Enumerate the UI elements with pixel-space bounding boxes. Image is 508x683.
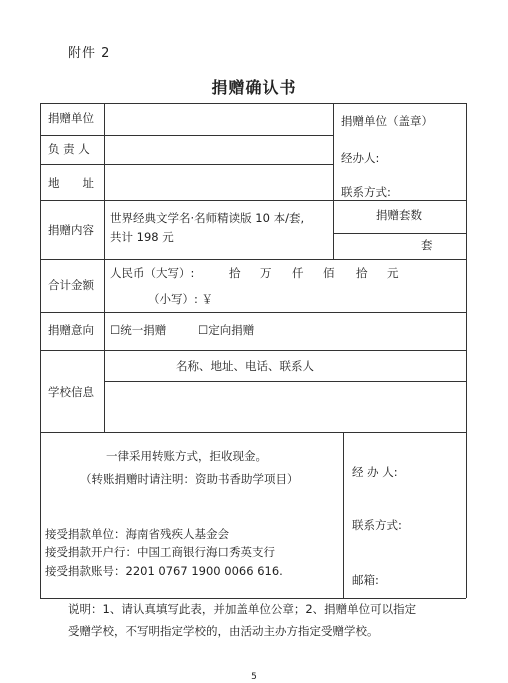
- amount-unit: 万: [260, 266, 272, 280]
- donation-content-label: 捐赠内容: [48, 223, 94, 237]
- contact-label: 联系方式:: [341, 185, 391, 199]
- attachment-label: 附件 2: [68, 46, 111, 61]
- instructions-note: [68, 598, 488, 642]
- receiving-unit: 接受捐款单位：海南省残疾人基金会: [45, 527, 229, 541]
- unified-donation-checkbox[interactable]: ☐统一捐赠: [110, 323, 167, 337]
- sets-label: 捐赠套数: [376, 208, 422, 222]
- donor-unit-field[interactable]: [106, 105, 331, 133]
- responsible-person-label: 负 责 人: [48, 142, 90, 156]
- donor-unit-label: 捐赠单位: [48, 111, 94, 125]
- page-number: 5: [251, 672, 257, 682]
- transfer-only-note: 一律采用转账方式，拒收现金。: [106, 449, 267, 463]
- address-field[interactable]: [106, 166, 331, 198]
- amount-unit: 拾: [229, 266, 241, 280]
- receiving-bank: 接受捐款开户行：中国工商银行海口秀英支行: [45, 545, 275, 559]
- amount-upper-label: 人民币（大写）:: [110, 266, 195, 280]
- address-label: 地 址: [48, 176, 94, 190]
- content-line-2: 共计 198 元: [110, 230, 174, 244]
- receiver-handler-label: 经 办 人:: [352, 465, 398, 479]
- receiver-postcode-label: 邮箱:: [352, 573, 379, 587]
- instructions-line-2: 受赠学校，不写明指定学校的，由活动主办方指定受赠学校。: [68, 624, 379, 638]
- sets-unit: 套: [421, 238, 433, 252]
- school-info-label: 学校信息: [48, 385, 94, 399]
- directed-donation-checkbox[interactable]: ☐定向捐赠: [198, 323, 255, 337]
- donation-intent-label: 捐赠意向: [48, 323, 94, 337]
- amount-unit: 拾: [356, 266, 368, 280]
- receiver-contact-label: 联系方式:: [352, 518, 402, 532]
- donor-seal-label: 捐赠单位（盖章）: [341, 114, 433, 128]
- transfer-remark-note: （转账捐赠时请注明：资助书香助学项目）: [80, 472, 299, 486]
- responsible-person-field[interactable]: [106, 137, 331, 162]
- receiving-account: 接受捐款账号：2201 0767 1900 0066 616.: [45, 564, 283, 578]
- instructions-line-1: 说明：1、请认真填写此表，并加盖单位公章；2、捐赠单位可以指定: [68, 602, 417, 616]
- content-line-1: 世界经典文学名·名师精读版 10 本/套,: [110, 211, 305, 225]
- handler-label: 经办人:: [341, 151, 380, 165]
- amount-unit: 佰: [323, 266, 335, 280]
- page-title: 捐赠确认书: [211, 78, 297, 97]
- amount-unit: 仟: [292, 266, 304, 280]
- amount-lower-label: （小写）: ￥: [148, 292, 214, 306]
- total-amount-label: 合计金额: [48, 278, 94, 292]
- amount-unit: 元: [387, 266, 399, 280]
- school-fields-hint: 名称、地址、电话、联系人: [176, 359, 314, 373]
